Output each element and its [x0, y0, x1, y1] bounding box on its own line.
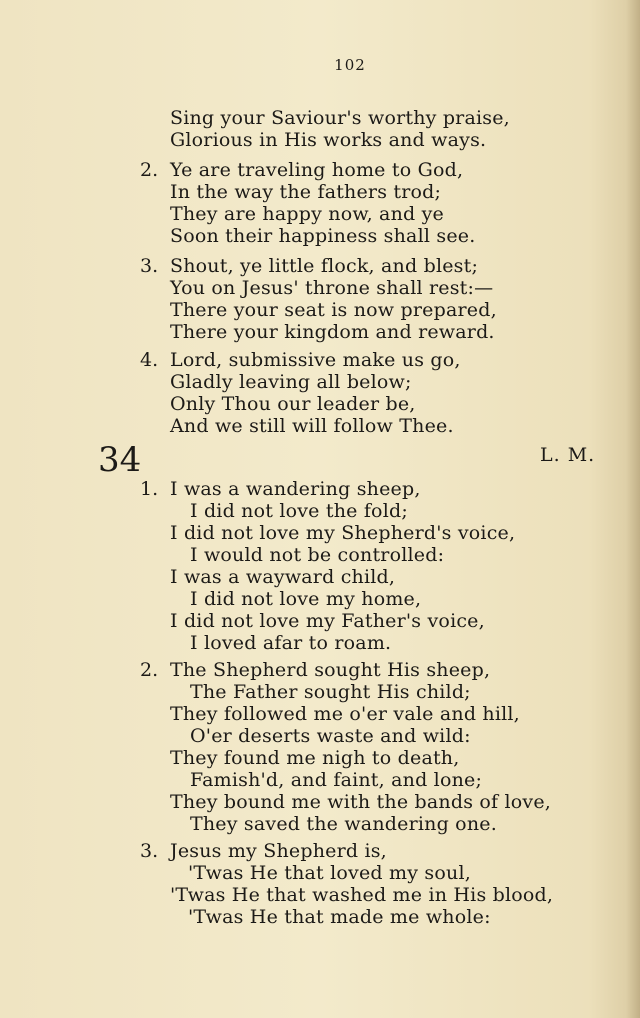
verse-line: I would not be controlled:	[190, 544, 445, 566]
verse-line: They found me nigh to death,	[170, 747, 460, 769]
verse-line: In the way the fathers trod;	[170, 181, 442, 203]
verse-line: O'er deserts waste and wild:	[190, 725, 471, 747]
verse-line: I loved afar to roam.	[190, 632, 392, 654]
verse-line: Glorious in His works and ways.	[170, 129, 487, 151]
verse-line: They are happy now, and ye	[170, 203, 444, 225]
verse-number: 2.	[140, 159, 159, 181]
verse-number: 4.	[140, 349, 159, 371]
verse-line: There your seat is now prepared,	[170, 299, 497, 321]
verse-number: 2.	[140, 659, 159, 681]
verse-line: Jesus my Shepherd is,	[170, 840, 387, 862]
verse-line: I was a wayward child,	[170, 566, 396, 588]
verse-line: Sing your Saviour's worthy praise,	[170, 107, 510, 129]
verse-line: You on Jesus' throne shall rest:—	[170, 277, 494, 299]
verse-line: The Shepherd sought His sheep,	[170, 659, 491, 681]
verse-line: They saved the wandering one.	[190, 813, 497, 835]
verse-line: Gladly leaving all below;	[170, 371, 412, 393]
verse-line: Shout, ye little flock, and blest;	[170, 255, 479, 277]
page-number: 102	[334, 56, 366, 74]
verse-line: There your kingdom and reward.	[170, 321, 495, 343]
verse-line: I did not love the fold;	[190, 500, 408, 522]
verse-line: 'Twas He that washed me in His blood,	[170, 884, 554, 906]
verse-line: Only Thou our leader be,	[170, 393, 416, 415]
verse-line: I did not love my Shepherd's voice,	[170, 522, 516, 544]
verse-line: 'Twas He that made me whole:	[188, 906, 491, 928]
verse-number: 1.	[140, 478, 159, 500]
hymn-meter: L. M.	[540, 444, 596, 466]
verse-line: Ye are traveling home to God,	[170, 159, 464, 181]
verse-line: I was a wandering sheep,	[170, 478, 421, 500]
page-edge-shadow	[626, 0, 640, 1018]
verse-line: Famish'd, and faint, and lone;	[190, 769, 483, 791]
verse-line: They bound me with the bands of love,	[170, 791, 552, 813]
verse-line: I did not love my home,	[190, 588, 422, 610]
verse-line: 'Twas He that loved my soul,	[188, 862, 471, 884]
verse-number: 3.	[140, 840, 159, 862]
verse-line: And we still will follow Thee.	[170, 415, 454, 437]
verse-line: I did not love my Father's voice,	[170, 610, 485, 632]
verse-line: The Father sought His child;	[190, 681, 471, 703]
verse-number: 3.	[140, 255, 159, 277]
verse-line: Soon their happiness shall see.	[170, 225, 476, 247]
verse-line: They followed me o'er vale and hill,	[170, 703, 520, 725]
verse-line: Lord, submissive make us go,	[170, 349, 461, 371]
hymn-number: 34	[98, 440, 142, 480]
